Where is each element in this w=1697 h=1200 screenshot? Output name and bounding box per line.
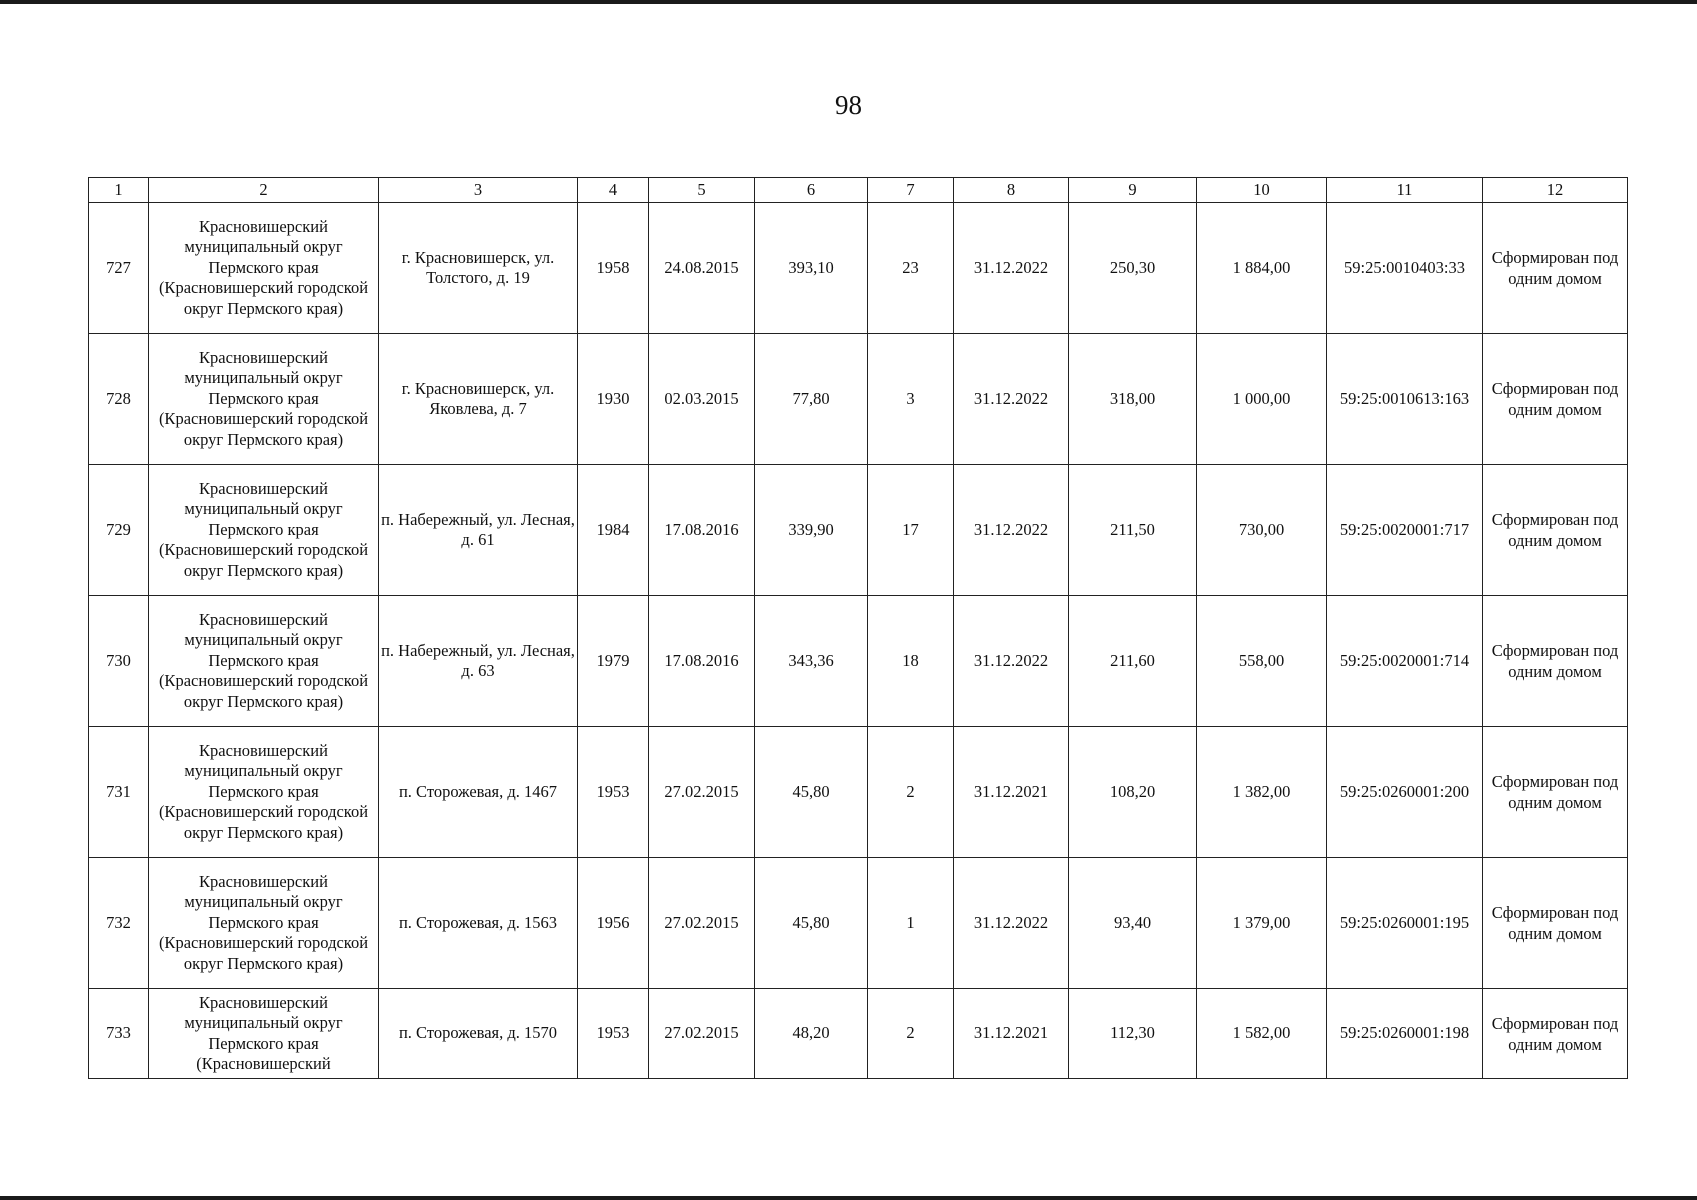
residents-cell: 1 <box>868 858 954 989</box>
address-cell: п. Сторожевая, д. 1570 <box>379 989 578 1079</box>
table-row <box>89 727 1628 858</box>
date-cell: 17.08.2016 <box>649 596 755 727</box>
cadastral-number-cell: 59:25:0260001:195 <box>1327 858 1483 989</box>
column-header: 4 <box>578 178 649 203</box>
scan-edge-top <box>0 0 1697 4</box>
address-cell: п. Сторожевая, д. 1467 <box>379 727 578 858</box>
area-cell: 45,80 <box>755 858 868 989</box>
cadastral-number-cell: 59:25:0260001:198 <box>1327 989 1483 1079</box>
cadastral-number-cell: 59:25:0020001:717 <box>1327 465 1483 596</box>
area-cell: 77,80 <box>755 334 868 465</box>
table-row <box>89 334 1628 465</box>
table-row <box>89 203 1628 334</box>
land-area-cell: 730,00 <box>1197 465 1327 596</box>
year-cell: 1984 <box>578 465 649 596</box>
column-header: 1 <box>89 178 149 203</box>
column-header: 6 <box>755 178 868 203</box>
area-cell: 48,20 <box>755 989 868 1079</box>
land-area-cell: 1 379,00 <box>1197 858 1327 989</box>
date-cell: 27.02.2015 <box>649 858 755 989</box>
area2-cell: 250,30 <box>1069 203 1197 334</box>
status-cell: Сформирован под одним домом <box>1483 203 1628 334</box>
deadline-cell: 31.12.2022 <box>954 858 1069 989</box>
date-cell: 27.02.2015 <box>649 727 755 858</box>
deadline-cell: 31.12.2021 <box>954 989 1069 1079</box>
column-header: 9 <box>1069 178 1197 203</box>
date-cell: 27.02.2015 <box>649 989 755 1079</box>
residents-cell: 3 <box>868 334 954 465</box>
owner-cell: Красновишерский муниципальный округ Пермского края (Красновишерский городской округ Пермского края) <box>149 203 379 334</box>
area-cell: 45,80 <box>755 727 868 858</box>
column-header: 2 <box>149 178 379 203</box>
residents-cell: 17 <box>868 465 954 596</box>
owner-cell-text: Красновишерский муниципальный округ Пермского края (Красновишерский <box>184 992 343 1073</box>
table-row <box>89 858 1628 989</box>
column-header: 11 <box>1327 178 1483 203</box>
row-number: 727 <box>89 203 149 334</box>
row-number: 733 <box>89 989 149 1079</box>
land-area-cell: 1 582,00 <box>1197 989 1327 1079</box>
deadline-cell: 31.12.2022 <box>954 334 1069 465</box>
address-cell: п. Набережный, ул. Лесная, д. 63 <box>379 596 578 727</box>
area2-cell: 211,50 <box>1069 465 1197 596</box>
year-cell: 1956 <box>578 858 649 989</box>
column-header: 12 <box>1483 178 1628 203</box>
address-cell: г. Красновишерск, ул. Яковлева, д. 7 <box>379 334 578 465</box>
residents-cell: 18 <box>868 596 954 727</box>
deadline-cell: 31.12.2022 <box>954 596 1069 727</box>
row-number: 729 <box>89 465 149 596</box>
area-cell: 343,36 <box>755 596 868 727</box>
owner-cell: Красновишерский муниципальный округ Пермского края (Красновишерский городской округ Пермского края) <box>149 465 379 596</box>
table-row <box>89 989 1628 1079</box>
row-number: 731 <box>89 727 149 858</box>
row-number: 728 <box>89 334 149 465</box>
year-cell: 1979 <box>578 596 649 727</box>
area2-cell: 93,40 <box>1069 858 1197 989</box>
area-cell: 339,90 <box>755 465 868 596</box>
column-header: 3 <box>379 178 578 203</box>
column-header: 8 <box>954 178 1069 203</box>
column-header: 5 <box>649 178 755 203</box>
residents-cell: 2 <box>868 727 954 858</box>
status-cell: Сформирован под одним домом <box>1483 334 1628 465</box>
status-cell: Сформирован под одним домом <box>1483 727 1628 858</box>
table-row <box>89 465 1628 596</box>
date-cell: 02.03.2015 <box>649 334 755 465</box>
row-number: 732 <box>89 858 149 989</box>
status-cell: Сформирован под одним домом <box>1483 465 1628 596</box>
land-area-cell: 1 884,00 <box>1197 203 1327 334</box>
area-cell: 393,10 <box>755 203 868 334</box>
owner-cell: Красновишерский муниципальный округ Пермского края (Красновишерский городской округ Пермского края) <box>149 727 379 858</box>
year-cell: 1953 <box>578 727 649 858</box>
column-header: 10 <box>1197 178 1327 203</box>
date-cell: 24.08.2015 <box>649 203 755 334</box>
owner-cell: Красновишерский муниципальный округ Пермского края (Красновишерский городской округ Пермского края) <box>149 596 379 727</box>
cadastral-number-cell: 59:25:0010613:163 <box>1327 334 1483 465</box>
land-area-cell: 1 382,00 <box>1197 727 1327 858</box>
column-header: 7 <box>868 178 954 203</box>
owner-cell: Красновишерский муниципальный округ Пермского края (Красновишерский городской округ Пермского края) <box>149 334 379 465</box>
header-row <box>89 178 1628 203</box>
year-cell: 1930 <box>578 334 649 465</box>
status-cell: Сформирован под одним домом <box>1483 596 1628 727</box>
area2-cell: 318,00 <box>1069 334 1197 465</box>
area2-cell: 108,20 <box>1069 727 1197 858</box>
cadastral-number-cell: 59:25:0020001:714 <box>1327 596 1483 727</box>
cadastral-number-cell: 59:25:0260001:200 <box>1327 727 1483 858</box>
land-area-cell: 558,00 <box>1197 596 1327 727</box>
area2-cell: 211,60 <box>1069 596 1197 727</box>
address-cell: п. Сторожевая, д. 1563 <box>379 858 578 989</box>
residents-cell: 23 <box>868 203 954 334</box>
deadline-cell: 31.12.2022 <box>954 203 1069 334</box>
deadline-cell: 31.12.2021 <box>954 727 1069 858</box>
year-cell: 1958 <box>578 203 649 334</box>
date-cell: 17.08.2016 <box>649 465 755 596</box>
deadline-cell: 31.12.2022 <box>954 465 1069 596</box>
register-table <box>88 177 1628 1079</box>
status-cell: Сформирован под одним домом <box>1483 858 1628 989</box>
address-cell: г. Красновишерск, ул. Толстого, д. 19 <box>379 203 578 334</box>
year-cell: 1953 <box>578 989 649 1079</box>
row-number: 730 <box>89 596 149 727</box>
land-area-cell: 1 000,00 <box>1197 334 1327 465</box>
address-cell: п. Набережный, ул. Лесная, д. 61 <box>379 465 578 596</box>
owner-cell <box>149 989 379 1079</box>
status-cell: Сформирован под одним домом <box>1483 989 1628 1079</box>
owner-cell: Красновишерский муниципальный округ Пермского края (Красновишерский городской округ Пермского края) <box>149 858 379 989</box>
page-number: 98 <box>835 90 862 120</box>
area2-cell: 112,30 <box>1069 989 1197 1079</box>
scan-edge-bottom <box>0 1196 1697 1200</box>
cadastral-number-cell: 59:25:0010403:33 <box>1327 203 1483 334</box>
table-row <box>89 596 1628 727</box>
residents-cell: 2 <box>868 989 954 1079</box>
